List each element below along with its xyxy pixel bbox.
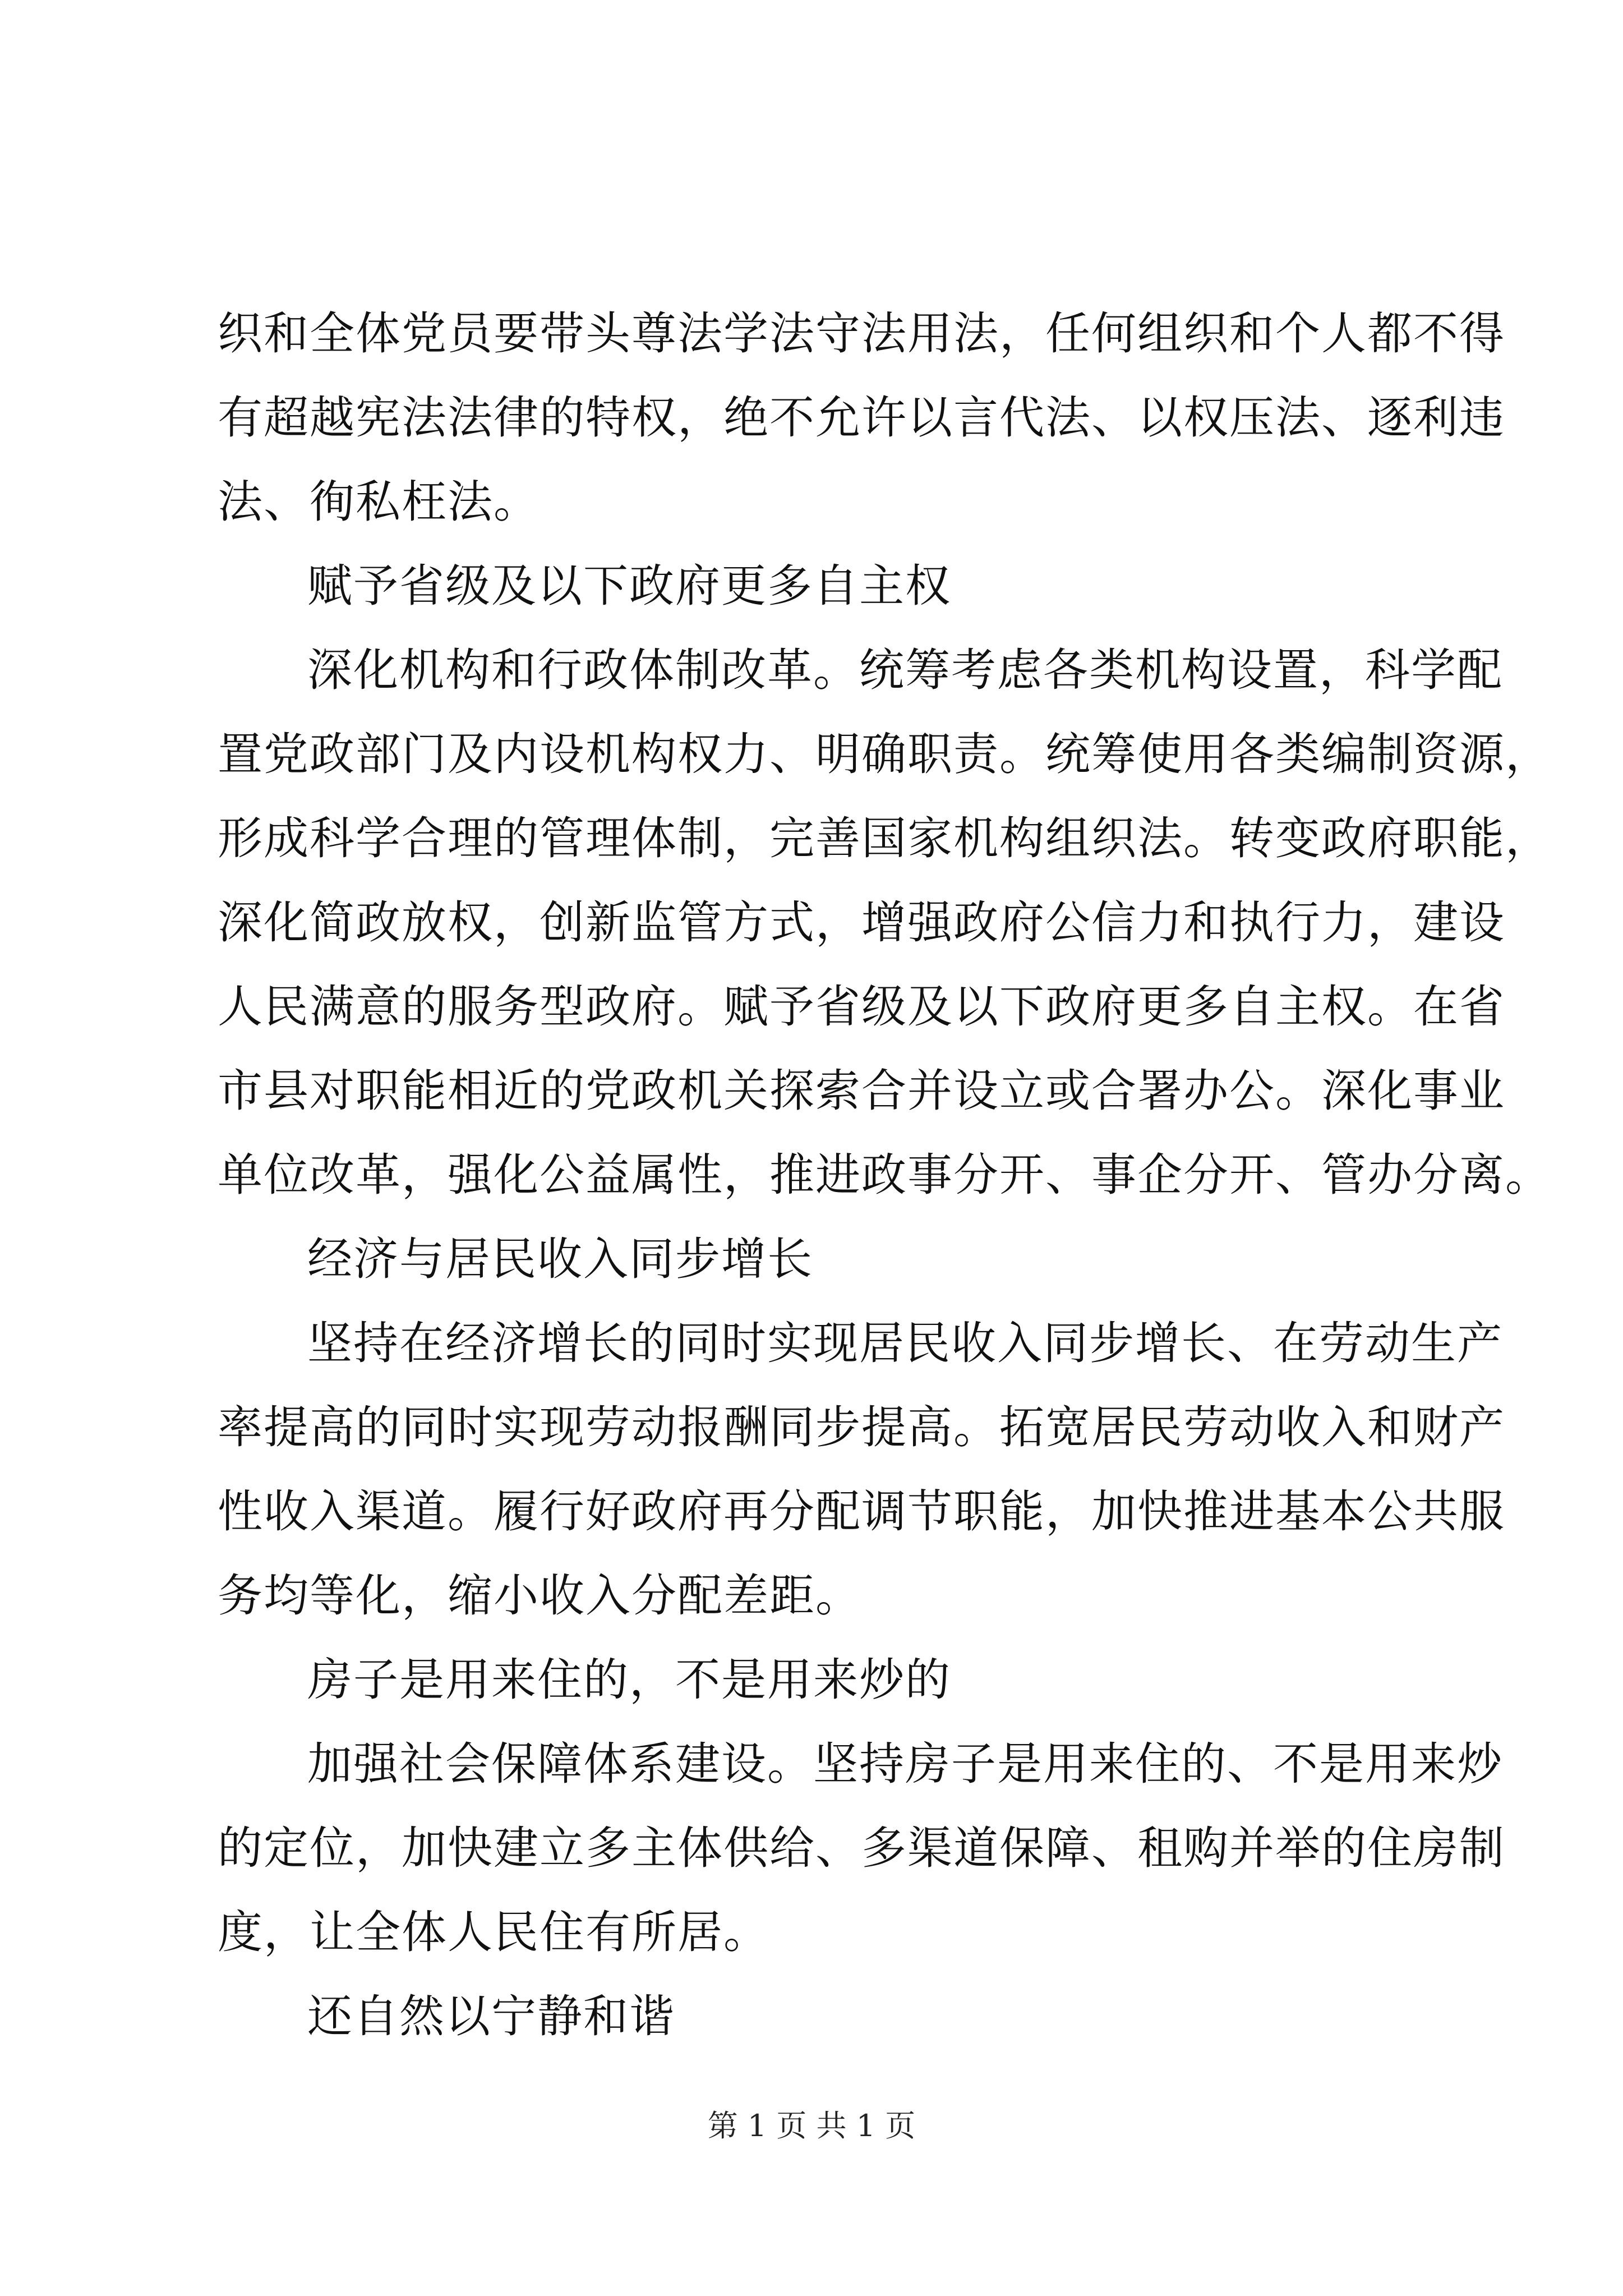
section-heading: 还自然以宁静和谐: [307, 1990, 675, 2042]
paragraph-line: 坚持在经济增长的同时实现居民收入同步增长、在劳动生产: [307, 1317, 1503, 1369]
paragraph-line: 务均等化，缩小收入分配差距。: [218, 1570, 861, 1622]
paragraph-line: 的定位，加快建立多主体供给、多渠道保障、租购并举的住房制: [218, 1822, 1505, 1874]
paragraph-line: 法、徇私枉法。: [218, 476, 540, 528]
paragraph-line: 度，让全体人民住有所居。: [218, 1906, 769, 1958]
paragraph-line: 织和全体党员要带头尊法学法守法用法，任何组织和个人都不得: [218, 307, 1505, 360]
page-number-label: 第 1 页 共 1 页: [707, 2108, 916, 2143]
page-footer: [0, 2106, 1623, 2146]
paragraph-line: 率提高的同时实现劳动报酬同步提高。拓宽居民劳动收入和财产: [218, 1401, 1505, 1453]
paragraph-line: 市县对职能相近的党政机关探索合并设立或合署办公。深化事业: [218, 1065, 1505, 1117]
paragraph-line: 有超越宪法法律的特权，绝不允许以言代法、以权压法、逐利违: [218, 392, 1505, 444]
section-heading: 房子是用来住的，不是用来炒的: [307, 1654, 951, 1706]
document-body: [218, 292, 1551, 2059]
paragraph-line: 深化简政放权，创新监管方式，增强政府公信力和执行力，建设: [218, 896, 1505, 949]
paragraph-line: 性收入渠道。履行好政府再分配调节职能，加快推进基本公共服: [218, 1485, 1505, 1538]
section-heading: 赋予省级及以下政府更多自主权: [307, 560, 951, 612]
paragraph-line: 置党政部门及内设机构权力、明确职责。统筹使用各类编制资源，: [218, 728, 1551, 780]
paragraph-line: 单位改革，强化公益属性，推进政事分开、事企分开、管办分离。: [218, 1149, 1551, 1201]
section-heading: 经济与居民收入同步增长: [307, 1233, 813, 1285]
paragraph-line: 深化机构和行政体制改革。统筹考虑各类机构设置，科学配: [307, 644, 1503, 696]
paragraph-line: 加强社会保障体系建设。坚持房子是用来住的、不是用来炒: [307, 1738, 1503, 1790]
paragraph-line: 人民满意的服务型政府。赋予省级及以下政府更多自主权。在省: [218, 981, 1505, 1033]
paragraph-line: 形成科学合理的管理体制，完善国家机构组织法。转变政府职能，: [218, 812, 1551, 864]
